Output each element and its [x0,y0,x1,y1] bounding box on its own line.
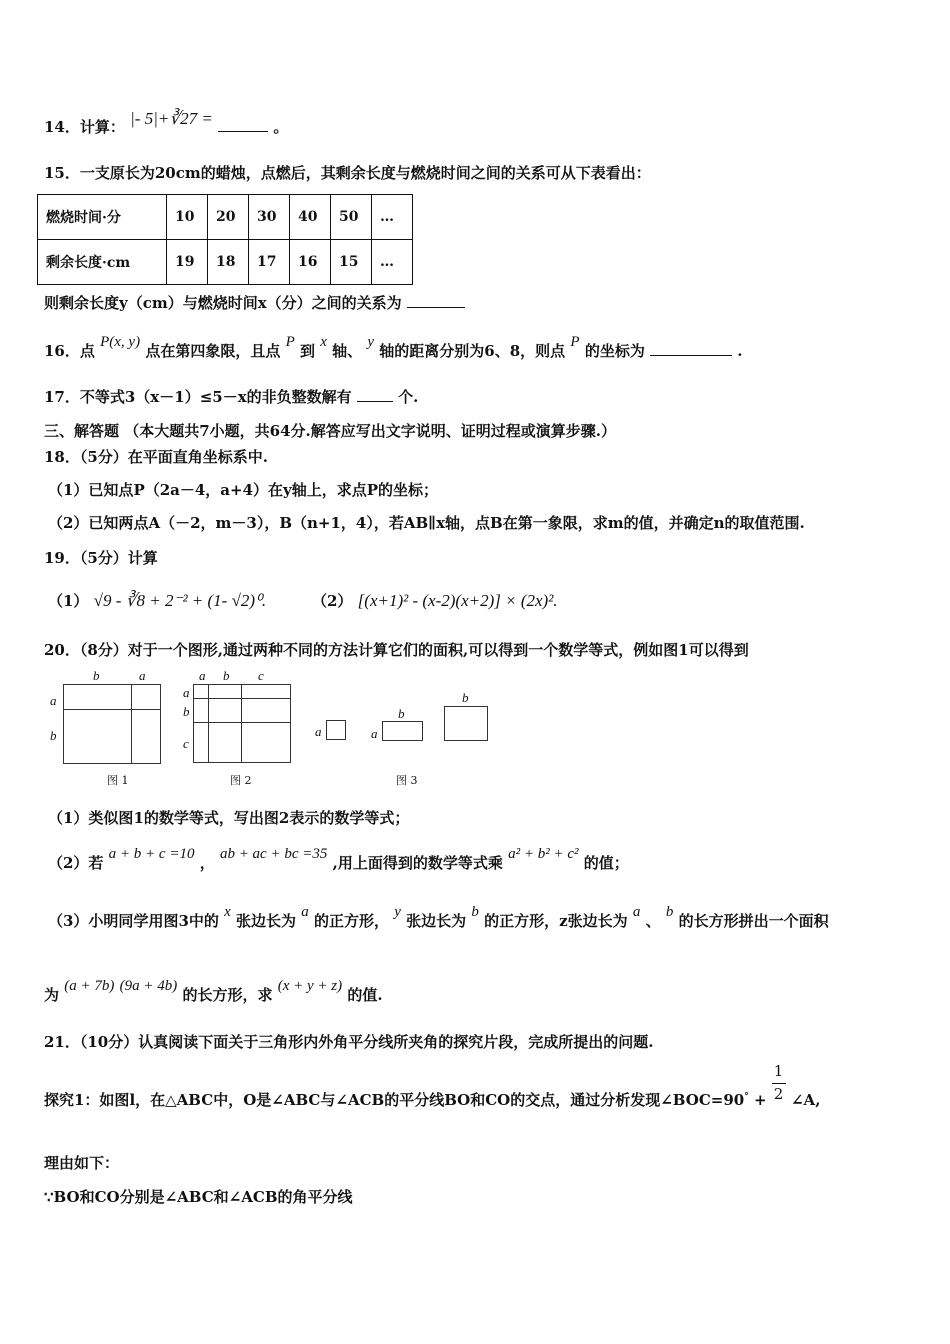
fig3-rect-a-label: a [371,726,378,741]
table-cell: … [372,195,413,240]
q16-text-d: 轴、 [332,342,363,360]
q17-tail: 个. [398,388,419,406]
table-header-cell: 剩余长度·cm [38,240,167,285]
fig3-square-a-label: a [315,724,322,739]
q20-part-3-text-c: 的正方形， [314,912,390,930]
q20-part-3 [48,904,829,931]
fig3-rectangle-ab [382,721,423,741]
table-cell: 50 [331,195,372,240]
q16-x: x [320,334,327,350]
q18-part-2: （2）已知两点A（－2，m－3），B（n+1，4），若AB∥x轴，点B在第一象限，求m的值，并确定n的取值范围. [48,514,805,532]
fig1-label-b-side: b [50,728,57,743]
q20-var-b2: b [665,904,674,920]
q14-answer-blank[interactable] [218,117,268,132]
q16-text-b: 点在第四象限，且点 [145,342,281,360]
q21-explore-1 [44,1062,821,1110]
table-cell: 40 [290,195,331,240]
table-cell: 18 [208,240,249,285]
question-15: 15．一支原长为20cm的蜡烛，点燃后，其剩余长度与燃烧时间之间的关系可从下表看出： [44,164,651,182]
fig2-label-a: a [199,668,206,683]
q16-point-p: P [285,334,295,350]
q19-part-1-label: （1） [48,592,89,610]
q16-text-a: 16．点 [44,342,95,360]
q16-point: P(x, y) [100,334,141,350]
q20-var-a2: a [632,904,641,920]
q20-expr-1: (a + 7b) [64,978,115,994]
fig2-label-b: b [223,668,230,683]
q21-reason-1: ∵BO和CO分别是∠ABC和∠ACB的角平分线 [44,1188,353,1206]
q21-explore-text: 探究1：如图l，在△ABC中，O是∠ABC与∠ACB的平分线BO和CO的交点，通过分析发现∠BOC=90 [44,1091,745,1109]
fig3-square-b [444,706,488,741]
q21-degree: ° [744,1092,749,1102]
q20-part-2-eq2: ab + ac + bc =35 [219,846,328,862]
figure-2 [178,668,298,788]
fig2-label-c-side: c [183,736,189,751]
table-cell: … [372,240,413,285]
fig1-caption: 图 1 [107,774,129,787]
fig1-outer-rect [63,684,161,764]
table-row [38,195,413,240]
q21-reason-label: 理由如下： [44,1154,120,1172]
fig1-label-a: a [139,668,146,683]
q19-part-2-label: （2） [312,592,353,610]
table-cell: 16 [290,240,331,285]
q16-text-e: 轴的距离分别为6、8，则点 [379,342,566,360]
fig3-square-a [326,720,346,740]
q21-fraction-den: 2 [773,1085,784,1103]
q19-part-1-expression: √9 - ∛8 + 2⁻² + (1- √2)⁰. [93,591,267,610]
question-16 [44,334,743,361]
fig2-divider-h2 [193,722,291,723]
q20-part-2-text-a: （2）若 [48,854,104,872]
q16-text-f: 的坐标为 [584,342,645,360]
q16-text-c: 到 [299,342,315,360]
fig2-label-b-side: b [183,704,190,719]
q20-part-4-text-c: 的值. [347,986,383,1004]
q20-var-x: x [224,904,231,920]
fig2-divider-h1 [193,698,291,699]
fig1-label-a-side: a [50,693,57,708]
question-19: 19．（5分）计算 [44,549,158,567]
q19-part-1 [48,590,266,611]
q21-fraction-num: 1 [773,1062,784,1080]
question-20: 20．（8分）对于一个图形,通过两种不同的方法计算它们的面积,可以得到一个数学等式，例如图1可以得到 [44,641,749,659]
q20-part-3-text-f: 的长方形拼出一个面积 [678,912,829,930]
q21-plus: + [753,1091,767,1109]
fig2-divider-v1 [208,684,209,763]
table-header-cell: 燃烧时间·分 [38,195,167,240]
q20-part-3-text-a: （3）小明同学用图3中的 [48,912,219,930]
burn-table [37,194,413,285]
q20-part-3-text-b: 张边长为 [236,912,297,930]
fig1-divider-h [63,709,161,710]
fig2-label-c: c [258,668,264,683]
q20-part-2 [48,846,629,873]
section-heading: 三、解答题 （本大题共7小题，共64分.解答应写出文字说明、证明过程或演算步骤.） [44,422,616,440]
table-cell: 15 [331,240,372,285]
q20-part-2-text-b: ,用上面得到的数学等式乘 [332,854,503,872]
q16-y: y [367,334,375,350]
fig1-label-b: b [93,668,100,683]
question-14 [44,109,289,137]
question-18: 18．（5分）在平面直角坐标系中. [44,448,269,466]
q20-expr-2: (9a + 4b) [119,978,178,994]
fig2-label-a-side: a [183,685,190,700]
fig3-rect-b-label: b [398,706,405,721]
q20-part-3-text-d: 张边长为 [406,912,467,930]
question-17 [44,386,418,407]
q20-part-3-sep: 、 [645,912,661,930]
table-cell: 10 [167,195,208,240]
fig3-square-b-label: b [462,690,469,705]
q20-var-y: y [394,904,401,920]
q20-part-3-cont [44,978,383,1005]
comma: ， [199,854,215,872]
table-cell: 30 [249,195,290,240]
question-21: 21．（10分）认真阅读下面关于三角形内外角平分线所夹角的探究片段，完成所提出的问题. [44,1033,654,1051]
q16-text-g: . [737,342,743,360]
q20-var-a: a [301,904,309,920]
fig1-divider-v [131,684,132,764]
fig2-caption: 图 2 [230,774,252,787]
q19-part-2-expression: [(x+1)² - (x-2)(x+2)] × (2x)². [357,591,558,610]
table-cell: 17 [249,240,290,285]
table-cell: 19 [167,240,208,285]
q20-part-2-eq1: a + b + c =10 [108,846,195,862]
q19-part-2 [312,590,558,611]
q17-text: 17．不等式3（x－1）≤5－x的非负整数解有 [44,388,352,406]
table-row [38,240,413,285]
q14-text: 14．计算： [44,118,125,136]
q16-answer-blank[interactable] [650,341,732,356]
q17-answer-blank[interactable] [357,387,393,402]
q15-answer-blank[interactable] [407,293,465,308]
q20-var-b: b [471,904,479,920]
table-cell: 20 [208,195,249,240]
q16-point-p2: P [570,334,580,350]
q21-explore-text-b: ∠A, [790,1091,821,1109]
q20-part-4-text-b: 的长方形，求 [182,986,273,1004]
q20-expr-3: (x + y + z) [277,978,343,994]
q14-expression: |- 5|+∛27 = [130,109,213,128]
figure-3 [310,680,500,788]
fig3-caption: 图 3 [396,774,418,787]
q15-relation-text: 则剩余长度y（cm）与燃烧时间x（分）之间的关系为 [44,294,402,312]
q21-fraction [772,1062,786,1110]
q18-part-1: （1）已知点P（2a－4，a+4）在y轴上，求点P的坐标； [48,481,439,499]
q20-part-4-text-a: 为 [44,986,60,1004]
q14-tail: 。 [273,118,289,136]
q20-part-2-text-c: 的值； [583,854,629,872]
q20-part-1: （1）类似图1的数学等式，写出图2表示的数学等式； [48,809,410,827]
q20-part-3-text-e: 的正方形，z张边长为 [484,912,628,930]
q21-fraction-bar [772,1083,786,1084]
figure-1 [45,668,170,788]
q15-relation [44,292,465,313]
fig2-divider-v2 [241,684,242,763]
q20-part-2-eq3: a² + b² + c² [508,846,579,862]
